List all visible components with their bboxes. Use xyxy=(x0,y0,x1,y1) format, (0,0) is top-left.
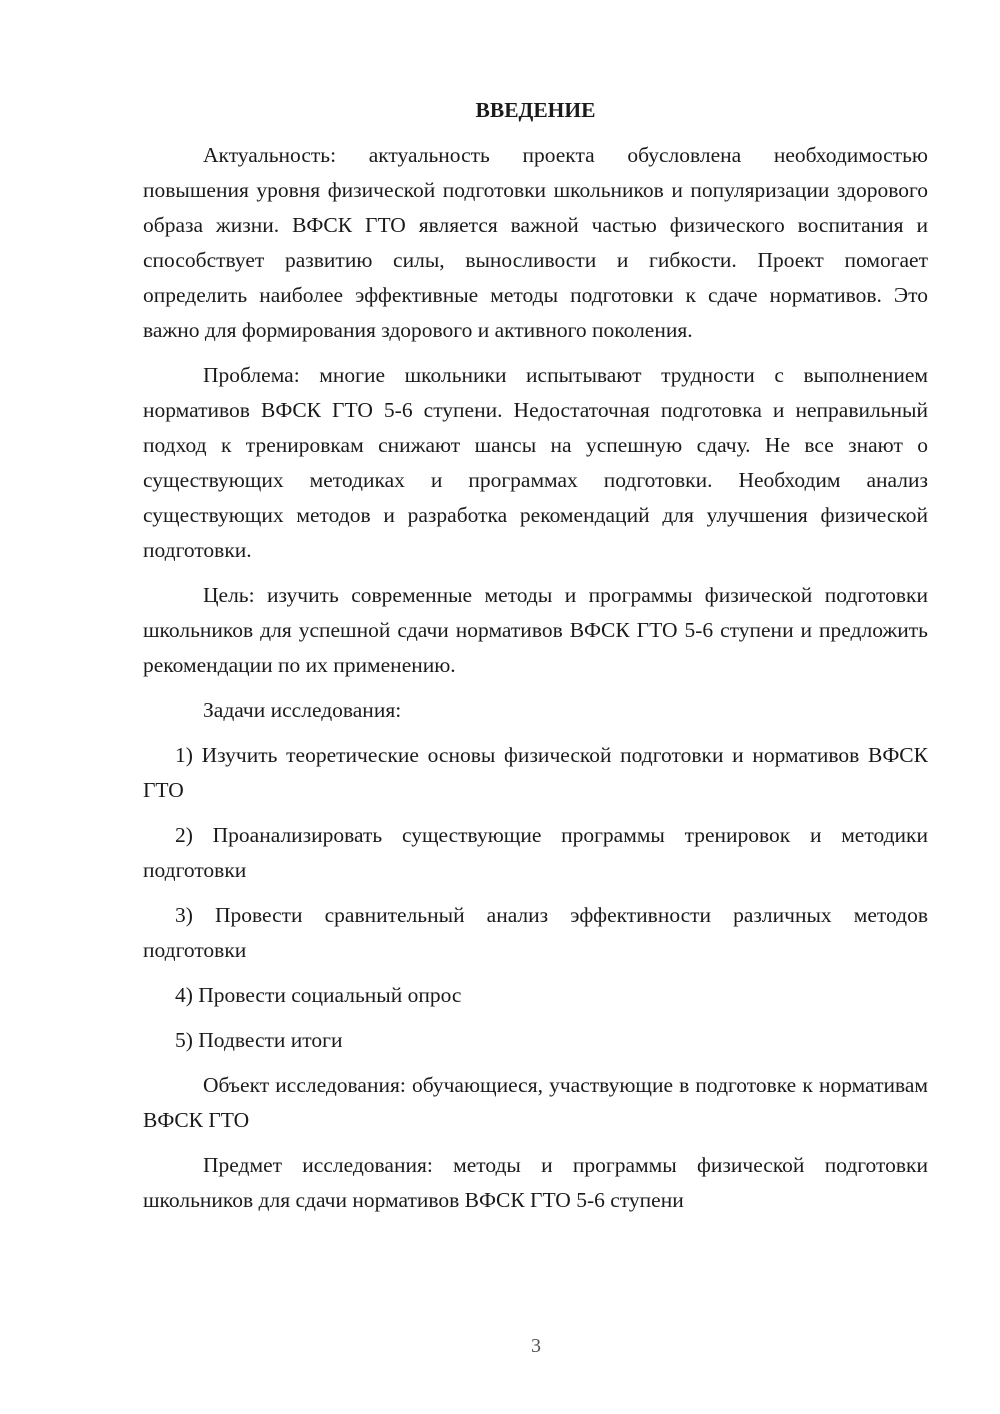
section-title: ВВЕДЕНИЕ xyxy=(475,98,596,122)
page-content xyxy=(143,93,928,1228)
paragraph-problem: Проблема: многие школьники испытывают трудности с выполнением нормативов ВФСК ГТО 5-6 ступени. Недостаточная подготовка и неправильный подход к тренировкам снижают шансы на успешную сдачу. Не все знают о существующих методиках и программах подготовки. Необходим анализ существующих методов и разработка рекомендаций для улучшения физической подготовки. xyxy=(143,363,928,562)
task-item-5: 5) Подвести итоги xyxy=(175,1028,343,1052)
task-item-1: 1) Изучить теоретические основы физической подготовки и нормативов ВФСК ГТО xyxy=(143,743,928,802)
paragraph-goal: Цель: изучить современные методы и программы физической подготовки школьников для успешной сдачи нормативов ВФСК ГТО 5-6 ступени и предложить рекомендации по их применению. xyxy=(143,583,928,677)
paragraph-relevance: Актуальность: актуальность проекта обусловлена необходимостью повышения уровня физической подготовки школьников и популяризации здорового образа жизни. ВФСК ГТО является важной частью физического воспитания и способствует развитию силы, выносливости и гибкости. Проект помогает определить наиболее эффективные методы подготовки к сдаче нормативов. Это важно для формирования здорового и активного поколения. xyxy=(143,143,928,342)
paragraph-object: Объект исследования: обучающиеся, участвующие в подготовке к нормативам ВФСК ГТО xyxy=(143,1073,928,1132)
task-item-2: 2) Проанализировать существующие программы тренировок и методики подготовки xyxy=(143,823,928,882)
task-item-4: 4) Провести социальный опрос xyxy=(175,983,462,1007)
page-number: 3 xyxy=(531,1335,541,1357)
paragraph-subject: Предмет исследования: методы и программы физической подготовки школьников для сдачи нормативов ВФСК ГТО 5-6 ступени xyxy=(143,1153,928,1212)
paragraph-tasks-heading: Задачи исследования: xyxy=(203,698,402,722)
task-item-3: 3) Провести сравнительный анализ эффективности различных методов подготовки xyxy=(143,903,928,962)
